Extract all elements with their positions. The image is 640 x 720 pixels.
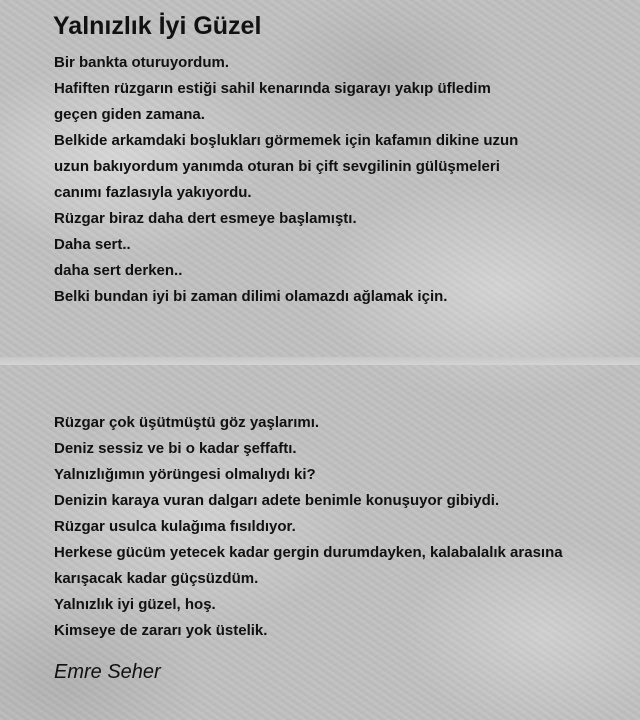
stanza-2 [54,410,563,644]
poem-line: Herkese gücüm yetecek kadar gergin durumdayken, kalabalalık arasına [54,544,563,561]
poem-line: Daha sert.. [54,236,131,253]
poem-line: geçen giden zamana. [54,106,205,123]
poem-line: Denizin karaya vuran dalgarı adete benimle konuşuyor gibiydi. [54,492,500,509]
poem-line: Kimseye de zararı yok üstelik. [54,622,268,639]
poem-line: Deniz sessiz ve bi o kadar şeffaftı. [54,440,297,457]
poem-line: Belkide arkamdaki boşlukları görmemek için kafamın dikine uzun [54,132,519,149]
background-band [0,357,640,365]
poem-line: Rüzgar çok üşütmüştü göz yaşlarımı. [54,414,320,431]
stanza-1 [54,50,518,310]
poem-author: Emre Seher [54,661,161,683]
poem-line: Rüzgar usulca kulağıma fısıldıyor. [54,518,296,535]
poem-line: Hafiften rüzgarın estiği sahil kenarında sigarayı yakıp üfledim [54,80,491,97]
poem-line: Yalnızlığımın yörüngesi olmalıydı ki? [54,466,316,483]
poem-line: uzun bakıyordum yanımda oturan bi çift sevgilinin gülüşmeleri [54,158,500,175]
poem-line: Rüzgar biraz daha dert esmeye başlamıştı. [54,210,357,227]
poem-line: Yalnızlık iyi güzel, hoş. [54,596,216,613]
poem-line: canımı fazlasıyla yakıyordu. [54,184,252,201]
poem-line: Bir bankta oturuyordum. [54,54,230,71]
poem-title: Yalnızlık İyi Güzel [53,12,262,40]
poem-line: daha sert derken.. [54,262,183,279]
poem-line: Belki bundan iyi bi zaman dilimi olamazdı ağlamak için. [54,288,448,305]
poem-line: karışacak kadar güçsüzdüm. [54,570,259,587]
